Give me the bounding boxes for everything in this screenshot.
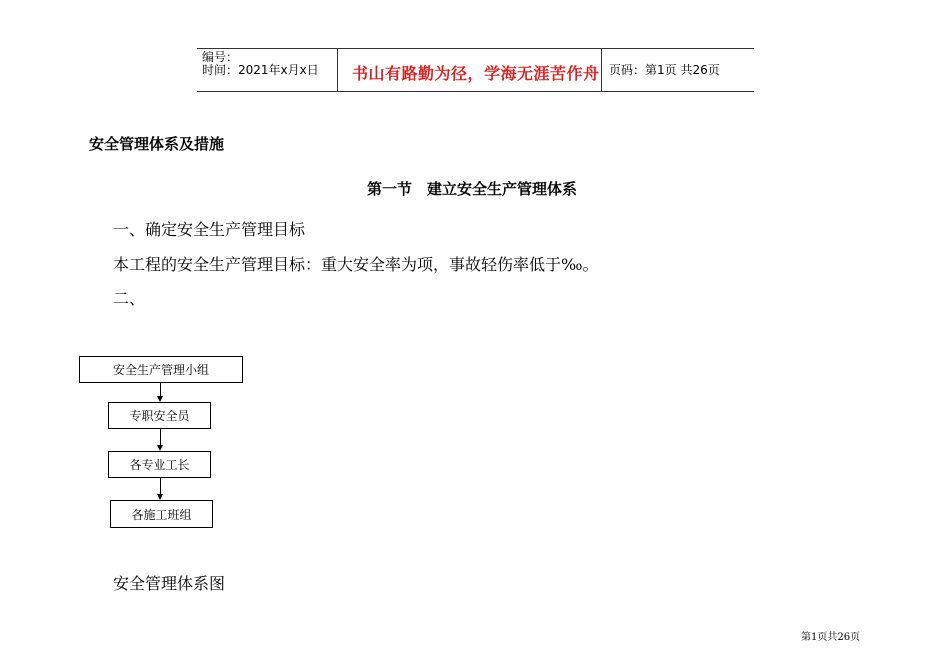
flowchart-node-safety-group: 安全生产管理小组 (79, 356, 243, 383)
header-motto: 书山有路勤为径，学海无涯苦作舟 (352, 64, 600, 83)
header-time-label: 时间：2021年x月x日 (202, 63, 319, 77)
item1-body: 本工程的安全生产管理目标：重大安全率为项，事故轻伤率低于‰。 (113, 255, 599, 274)
header-divider-left (337, 48, 338, 91)
footer-page-number: 第1页共26页 (801, 632, 861, 643)
header-top-border (197, 48, 754, 49)
header-divider-right (601, 48, 602, 91)
header-bottom-border (197, 91, 754, 92)
flowchart-node-foremen: 各专业工长 (108, 451, 211, 478)
flowchart-caption: 安全管理体系图 (113, 574, 226, 593)
item1-title: 一、确定安全生产管理目标 (113, 220, 306, 239)
flowchart-node-work-teams: 各施工班组 (110, 500, 213, 528)
item2-title: 二、 (113, 289, 146, 308)
section-title: 第一节 建立安全生产管理体系 (367, 180, 578, 198)
flowchart-connector (160, 478, 161, 494)
flowchart-node-safety-officer: 专职安全员 (108, 402, 211, 429)
flowchart-connector (160, 383, 161, 397)
header-page-label: 页码：第1页 共26页 (609, 63, 720, 77)
header-number-label: 编号： (202, 50, 239, 64)
document-main-title: 安全管理体系及措施 (89, 135, 225, 153)
flowchart-connector (160, 429, 161, 445)
